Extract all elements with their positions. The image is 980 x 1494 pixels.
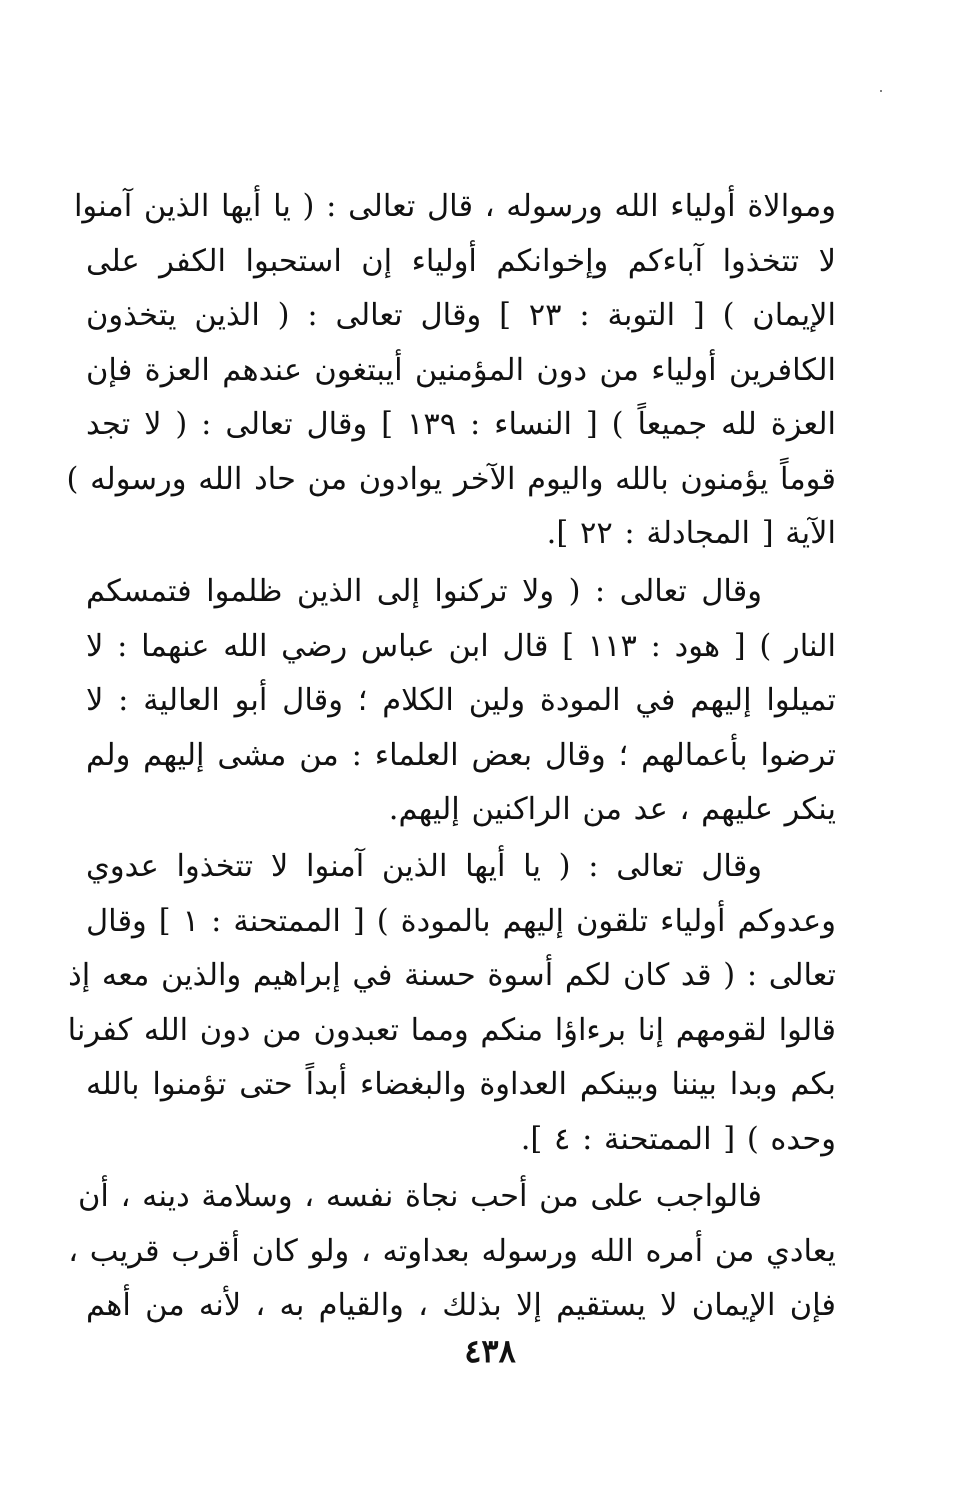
text-line: تميلوا إليهم في المودة ولين الكلام ؛ وقال أبو العالية : لا [86, 683, 836, 718]
text-line: ترضوا بأعمالهم ؛ وقال بعض العلماء : من مشى إليهم ولم [86, 737, 836, 773]
text-line: يعادي من أمره الله ورسوله بعداوته ، ولو كان أقرب قريب ، [68, 1233, 836, 1269]
text-line: فإن الإيمان لا يستقيم إلا بذلك ، والقيام به ، لأنه من أهم [86, 1288, 836, 1323]
text-line: العزة لله جميعاً ) [ النساء : ١٣٩ ] وقال تعالى : ( لا تجد [86, 407, 837, 442]
text-line: فالواجب على من أحب نجاة نفسه ، وسلامة دينه ، أن [78, 1179, 762, 1214]
scan-speck [880, 90, 882, 92]
text-line: وحده ) [ الممتحنة : ٤ ]. [520, 1121, 836, 1157]
text-line: وعدوكم أولياء تلقون إليهم بالمودة ) [ الممتحنة : ١ ] وقال [86, 903, 836, 939]
text-line: وموالاة أولياء الله ورسوله ، قال تعالى : ( يا أيها الذين آمنوا [73, 189, 836, 224]
text-line: قالوا لقومهم إنا برءاؤا منكم ومما تعبدون من دون الله كفرنا [67, 1012, 836, 1048]
text-line: ينكر عليهم ، عد من الراكنين إليهم. [388, 792, 836, 827]
text-line: وقال تعالى : ( ولا تركنوا إلى الذين ظلموا فتمسكم [86, 574, 762, 609]
text-line: الإيمان ) [ التوبة : ٢٣ ] وقال تعالى : ( الذين يتخذون [86, 298, 836, 333]
paragraph-3 [67, 840, 836, 1167]
text-line: وقال تعالى : ( يا أيها الذين آمنوا لا تتخذوا عدوي [86, 849, 762, 884]
page-number: ٤٣٨ [464, 1332, 516, 1370]
text-line: النار ) [ هود : ١١٣ ] قال ابن عباس رضي الله عنهما : لا [86, 628, 836, 664]
text-line: تعالى : ( قد كان لكم أسوة حسنة في إبراهيم والذين معه إذ [68, 958, 836, 993]
text-line: بكم وبدا بيننا وبينكم العداوة والبغضاء أبداً حتى تؤمنوا بالله [86, 1067, 836, 1102]
text-line: قوماً يؤمنون بالله واليوم الآخر يوادون من حاد الله ورسوله ) [66, 461, 836, 497]
paragraph-4 [68, 1170, 836, 1334]
paragraph-1 [66, 180, 837, 562]
text-line: لا تتخذوا آباءكم وإخوانكم أولياء إن استحبوا الكفر على [86, 243, 836, 279]
text-line: الآية [ المجادلة : ٢٢ ]. [546, 516, 836, 551]
paragraph-2 [86, 565, 836, 838]
text-line: الكافرين أولياء من دون المؤمنين أيبتغون عندهم العزة فإن [86, 352, 836, 388]
